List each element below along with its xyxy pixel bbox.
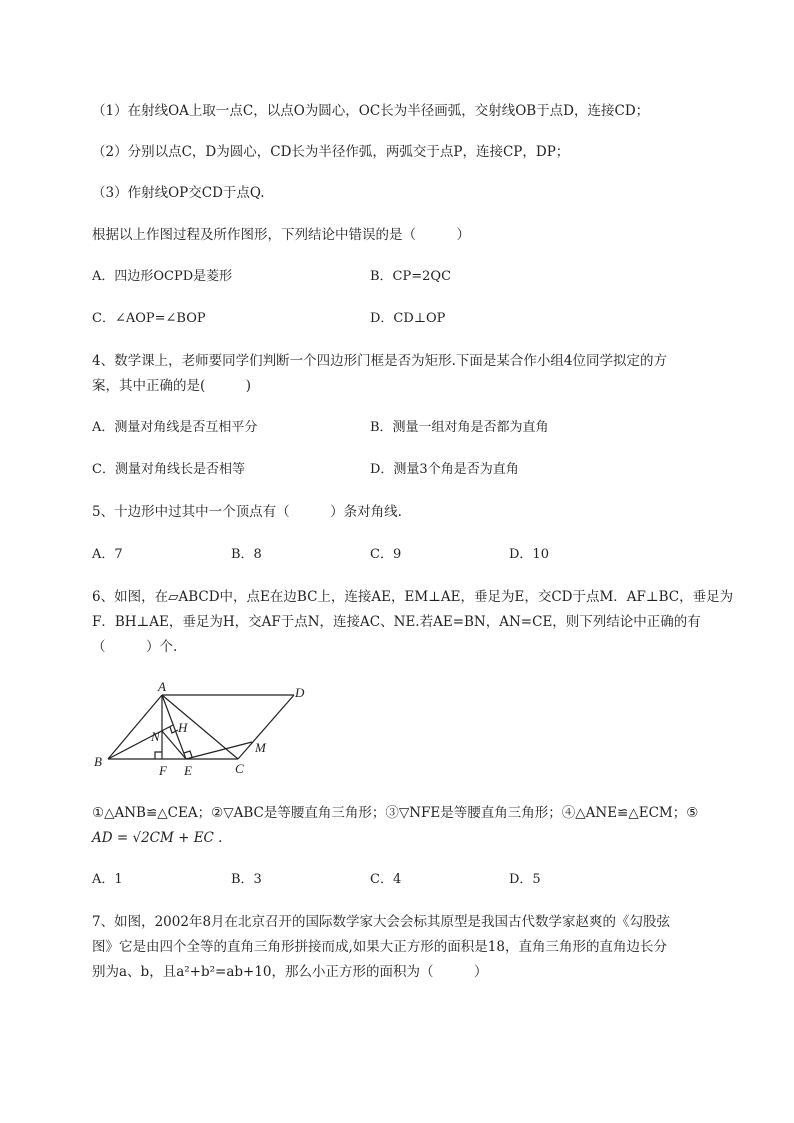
q3-option-a: A．四边形OCPD是菱形 [92, 269, 233, 284]
q5-question: 5、十边形中过其中一个顶点有（ ）条对角线. [92, 504, 402, 520]
edge-ab [108, 695, 162, 759]
label-c: C [235, 761, 244, 776]
q6-line3: （ ）个. [92, 639, 178, 655]
q6-conclusion-5: AD = √2CM + EC . [92, 830, 223, 846]
q3-question: 根据以上作图过程及所作图形，下列结论中错误的是（ ） [92, 227, 470, 243]
q4-option-a: A．测量对角线是否互相平分 [92, 420, 258, 435]
q5-option-c: C．9 [370, 547, 402, 562]
q4-line1: 4、数学课上，老师要同学们判断一个四边形门框是否为矩形.下面是某合作小组4位同学拟定的方 [92, 353, 667, 369]
q4-line2: 案，其中正确的是( ) [92, 378, 252, 394]
q4-option-c: C．测量对角线长是否相等 [92, 462, 245, 477]
q6-geometry-figure [88, 680, 318, 780]
label-e: E [184, 763, 192, 778]
right-angle-f [155, 752, 162, 759]
label-a: A [158, 680, 166, 694]
label-f: F [159, 763, 167, 778]
q7-line3: 别为a、b，且a²+b²=ab+10，那么小正方形的面积为（ ） [92, 964, 488, 980]
q3-option-c: C．∠AOP=∠BOP [92, 311, 206, 326]
q3-step2: （2）分别以点C，D为圆心，CD长为半径作弧，两弧交于点P，连接CP，DP； [92, 144, 570, 160]
segment-em [186, 742, 252, 759]
label-h: H [178, 720, 188, 735]
q4-option-b: B．测量一组对角是否都为直角 [370, 420, 549, 435]
q6-option-c: C．4 [370, 872, 402, 887]
q3-option-b: B．CP=2QC [370, 269, 452, 284]
segment-bh [108, 725, 173, 759]
q6-conclusions: ①△ANB≌△CEA；②▽ABC是等腰直角三角形；③▽NFE是等腰直角三角形；④△ANE≌△ECM；⑤ [92, 805, 699, 821]
q3-step3: （3）作射线OP交CD于点Q. [92, 185, 265, 201]
label-b: B [94, 754, 102, 769]
q6-line2: F．BH⊥AE，垂足为H，交AF于点N，连接AC、NE.若AE=BN，AN=CE，则下列结论中正确的有 [92, 614, 701, 630]
label-n: N [151, 729, 160, 744]
q5-option-a: A．7 [92, 547, 123, 562]
segment-ne [162, 731, 186, 759]
edge-dc [238, 695, 294, 759]
label-m: M [255, 740, 266, 755]
label-d: D [295, 685, 305, 700]
q3-option-d: D．CD⊥OP [370, 311, 446, 326]
q6-option-d: D．5 [509, 872, 541, 887]
q4-option-d: D．测量3个角是否为直角 [370, 462, 519, 477]
q7-line1: 7、如图，2002年8月在北京召开的国际数学家大会会标其原型是我国古代数学家赵爽的《勾股弦 [92, 914, 671, 930]
q6-line1: 6、如图，在▱ABCD中，点E在边BC上，连接AE，EM⊥AE，垂足为E，交CD于点M．AF⊥BC，垂足为 [92, 589, 734, 605]
q3-step1: （1）在射线OA上取一点C，以点O为圆心，OC长为半径画弧，交射线OB于点D，连接CD； [92, 103, 650, 119]
q7-line2: 图》它是由四个全等的直角三角形拼接而成,如果大正方形的面积是18，直角三角形的直角边长分 [92, 939, 667, 955]
q6-option-a: A．1 [92, 872, 123, 887]
q6-option-b: B．3 [231, 872, 262, 887]
q5-option-b: B．8 [231, 547, 262, 562]
q5-option-d: D．10 [509, 547, 549, 562]
